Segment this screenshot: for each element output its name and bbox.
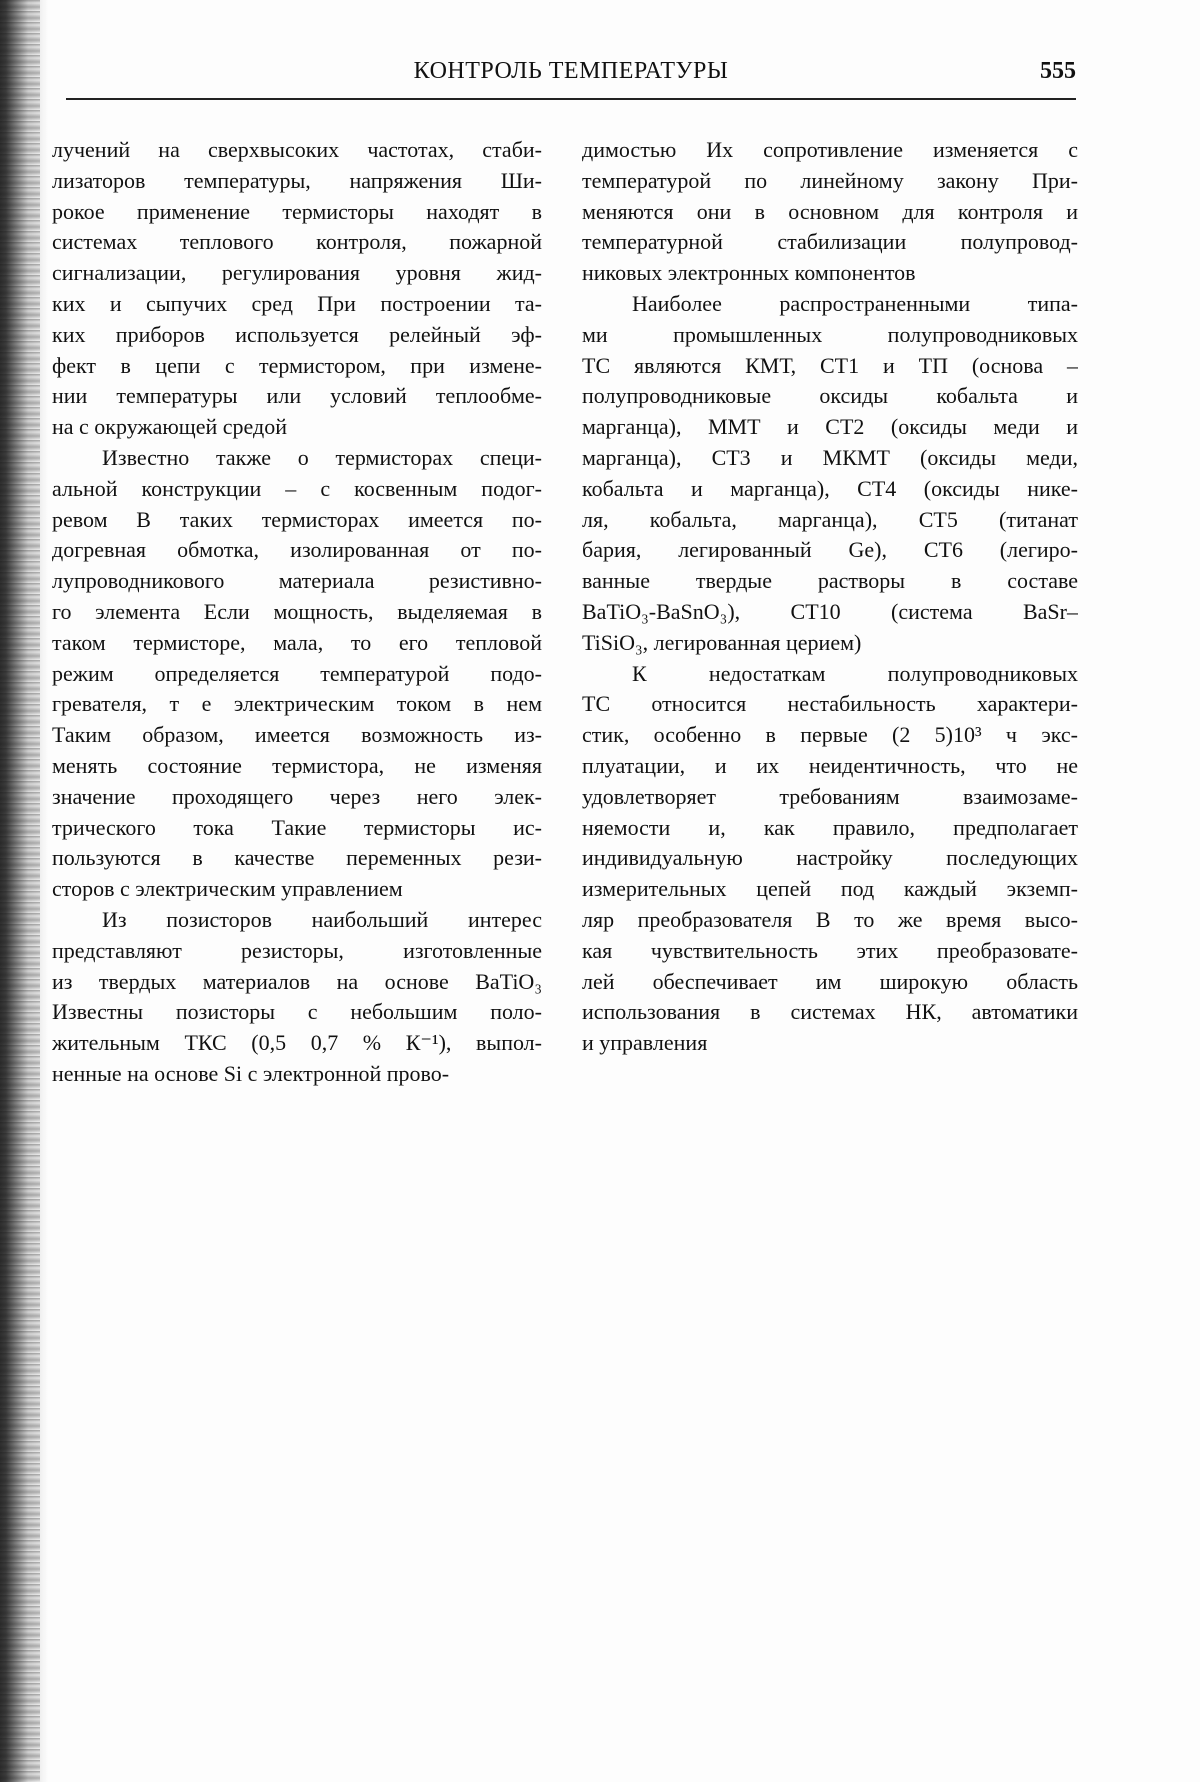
left-column xyxy=(52,135,542,1090)
text-line: рокое применение термисторы находят в xyxy=(52,198,542,224)
page-title: КОНТРОЛЬ ТЕМПЕРАТУРЫ xyxy=(413,58,729,84)
text-line: го элемента Если мощность, выделяемая в xyxy=(52,598,542,624)
text-line: марганца), СТ3 и МКМТ (оксиды меди, xyxy=(582,444,1078,470)
text-line: лизаторов температуры, напряжения Ши- xyxy=(52,167,542,193)
text-line: температурной стабилизации полупровод- xyxy=(582,229,1078,255)
page-number: 555 xyxy=(1040,58,1076,84)
text-line: марганца), ММТ и СТ2 (оксиды меди и xyxy=(582,414,1078,440)
text-line: фект в цепи с термистором, при измене- xyxy=(52,352,542,378)
text-line: нии температуры или условий теплообме- xyxy=(52,383,542,409)
text-line: менять состояние термистора, не изменяя xyxy=(52,752,542,778)
text-line: альной конструкции – с косвенным подог- xyxy=(52,475,542,501)
text-line: ких приборов используется релейный эф- xyxy=(52,321,542,347)
text-line: меняются они в основном для контроля и xyxy=(582,198,1078,224)
text-line: Известно также о термисторах специ- xyxy=(102,444,542,470)
text-line: пользуются в качестве переменных рези- xyxy=(52,845,542,871)
text-line: системах теплового контроля, пожарной xyxy=(52,229,542,255)
text-line: удовлетворяет требованиям взаимозаме- xyxy=(582,783,1078,809)
text-line: сторов с электрическим управлением xyxy=(52,876,403,902)
text-line: жительным ТКС (0,5 0,7 % К⁻¹), выпол- xyxy=(52,1030,542,1056)
text-line: трического тока Такие термисторы ис- xyxy=(52,814,542,840)
text-line: няемости и, как правило, предполагает xyxy=(582,814,1078,840)
text-line: Из позисторов наибольший интерес xyxy=(102,906,542,932)
paragraph xyxy=(582,659,1078,1059)
text-line: ТС относится нестабильность характери- xyxy=(582,691,1078,717)
text-line: ванные твердые растворы в составе xyxy=(582,568,1078,594)
text-line: использования в системах НК, автоматики xyxy=(582,999,1078,1025)
text-line: никовых электронных компонентов xyxy=(582,260,916,286)
text-line: представляют резисторы, изготовленные xyxy=(52,937,542,963)
text-line: температурой по линейному закону При- xyxy=(582,167,1078,193)
paragraph xyxy=(52,905,542,1090)
text-line: ких и сыпучих сред При построении та- xyxy=(52,290,542,316)
text-line: гревателя, т е электрическим током в нем xyxy=(52,691,542,717)
text-line: BaTiO₃-BaSnO₃), СТ10 (система BaSr– xyxy=(582,598,1078,624)
text-line: значение проходящего через него элек- xyxy=(52,783,542,809)
paragraph xyxy=(52,135,542,443)
text-line: и управления xyxy=(582,1030,708,1056)
text-line: полупроводниковые оксиды кобальта и xyxy=(582,383,1078,409)
text-line: лупроводникового материала резистивно- xyxy=(52,568,542,594)
text-line: кобальта и марганца), СТ4 (оксиды нике- xyxy=(582,475,1078,501)
paragraph xyxy=(582,135,1078,289)
paragraph xyxy=(52,443,542,905)
right-column xyxy=(582,135,1078,1059)
header-rule xyxy=(66,98,1076,100)
text-line: TiSiO₃, легированная церием) xyxy=(582,629,862,655)
text-line: лучений на сверхвысоких частотах, стаби- xyxy=(52,137,542,162)
text-line: на с окружающей средой xyxy=(52,414,287,440)
text-line: бария, легированный Ge), СТ6 (легиро- xyxy=(582,537,1078,563)
text-line: индивидуальную настройку последующих xyxy=(582,845,1078,871)
text-line: ТС являются КМТ, СТ1 и ТП (основа – xyxy=(582,352,1078,378)
text-line: таком термисторе, мала, то его тепловой xyxy=(52,629,542,655)
text-line: ляр преобразователя В то же время высо- xyxy=(582,906,1078,932)
text-line: лей обеспечивает им широкую область xyxy=(582,968,1078,994)
paragraph xyxy=(582,289,1078,659)
text-line: кая чувствительность этих преобразовате- xyxy=(582,937,1078,963)
text-line: режим определяется температурой подо- xyxy=(52,660,542,686)
text-line: ненные на основе Si с электронной прово- xyxy=(52,1060,450,1086)
text-line: стик, особенно в первые (2 5)10³ ч экс- xyxy=(582,722,1078,748)
text-line: измерительных цепей под каждый экземп- xyxy=(582,876,1078,902)
text-line: из твердых материалов на основе BaTiO₃ xyxy=(52,968,542,994)
text-line: ля, кобальта, марганца), СТ5 (титанат xyxy=(582,506,1078,532)
text-line: Таким образом, имеется возможность из- xyxy=(52,722,542,748)
text-line: Известны позисторы с небольшим поло- xyxy=(52,999,542,1025)
text-line: догревная обмотка, изолированная от по- xyxy=(52,537,542,563)
text-line: сигнализации, регулирования уровня жид- xyxy=(52,260,542,286)
text-line: ревом В таких термисторах имеется по- xyxy=(52,506,542,532)
text-line: К недостаткам полупроводниковых xyxy=(632,660,1078,686)
text-line: плуатации, и их неидентичность, что не xyxy=(582,752,1078,778)
text-line: димостью Их сопротивление изменяется с xyxy=(582,137,1078,162)
text-line: ми промышленных полупроводниковых xyxy=(582,321,1078,347)
scan-binding-edge xyxy=(0,0,48,1782)
text-line: Наиболее распространенными типа- xyxy=(632,290,1078,316)
running-header xyxy=(66,58,1076,94)
